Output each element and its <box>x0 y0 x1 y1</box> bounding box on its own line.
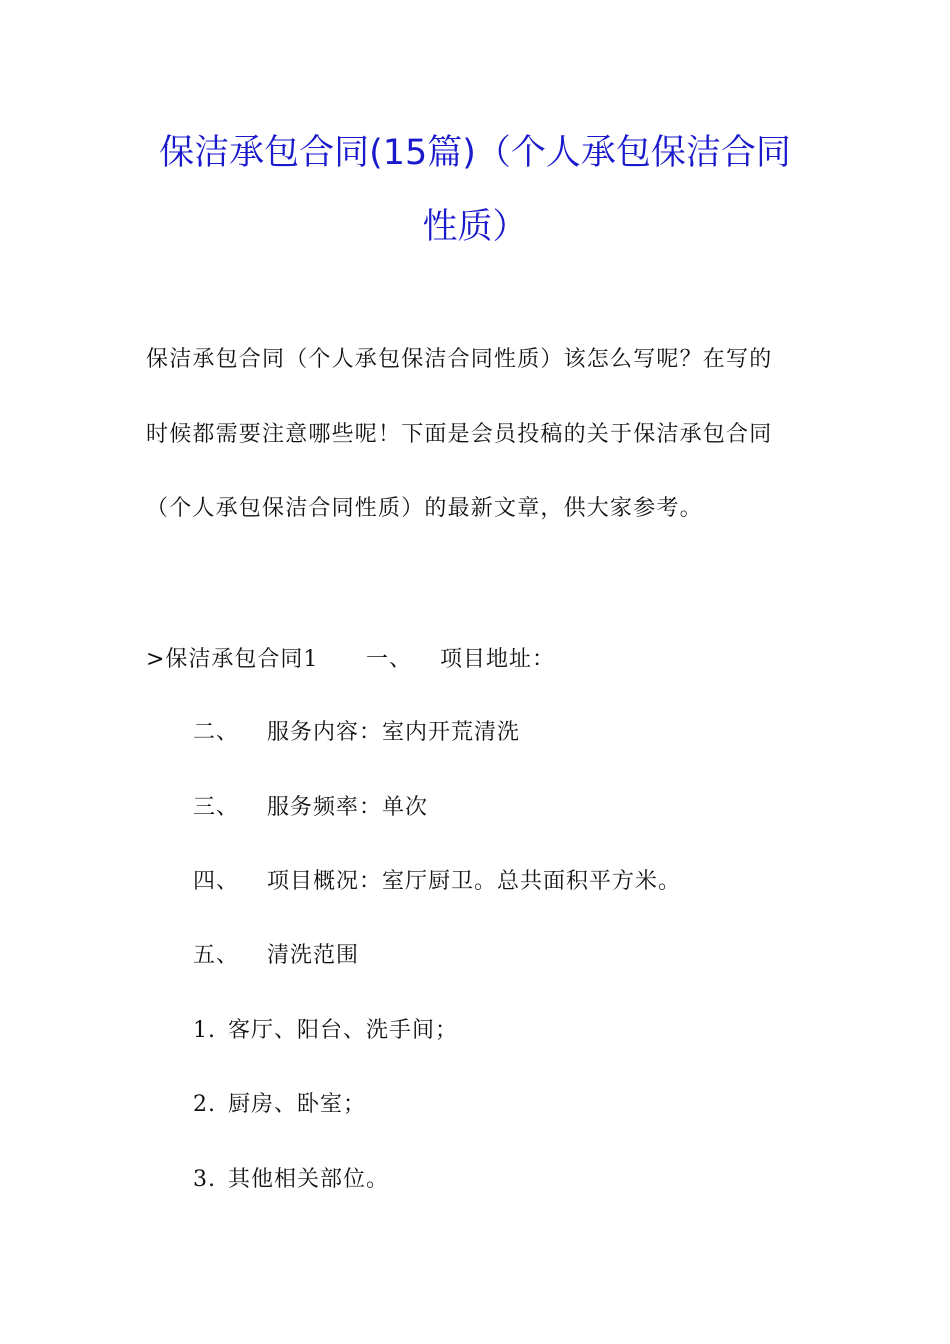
subitem-number: 3. <box>193 1167 216 1192</box>
intro-paragraph-line-3: （个人承包保洁合同性质）的最新文章，供大家参考。 <box>146 496 703 521</box>
contract-item-project-address <box>366 645 555 675</box>
item-number: 四、 <box>193 869 240 894</box>
item-number: 二、 <box>193 720 240 745</box>
subitem-number: 1. <box>193 1018 216 1043</box>
contract-item-cleaning-scope <box>193 941 359 971</box>
item-text: 项目概况：室厅厨卫。总共面积平方米。 <box>267 869 682 894</box>
subitem-text: 其他相关部位。 <box>228 1167 390 1192</box>
scope-subitem-2 <box>193 1090 366 1120</box>
subitem-text: 厨房、卧室； <box>228 1092 367 1117</box>
subitem-text: 客厅、阳台、洗手间； <box>228 1018 459 1043</box>
intro-paragraph-line-2: 时候都需要注意哪些呢！下面是会员投稿的关于保洁承包合同 <box>146 422 773 447</box>
document-title-line-1: 保洁承包合同(15篇)（个人承包保洁合同 <box>159 133 791 173</box>
document-title-line-2: 性质） <box>422 207 528 247</box>
item-number: 五、 <box>193 943 240 968</box>
contract-heading: >保洁承包合同1 <box>146 647 319 672</box>
contract-item-project-overview <box>193 867 681 897</box>
contract-item-service-frequency <box>193 793 428 823</box>
item-number: 一、 <box>366 647 413 672</box>
intro-paragraph-line-1: 保洁承包合同（个人承包保洁合同性质）该怎么写呢？在写的 <box>146 347 773 372</box>
item-text: 清洗范围 <box>267 943 360 968</box>
item-text: 项目地址： <box>440 647 556 672</box>
subitem-number: 2. <box>193 1092 216 1117</box>
contract-item-service-content <box>193 718 520 748</box>
item-text: 服务频率：单次 <box>267 795 429 820</box>
item-text: 服务内容：室内开荒清洗 <box>267 720 521 745</box>
item-number: 三、 <box>193 795 240 820</box>
scope-subitem-3 <box>193 1165 389 1195</box>
scope-subitem-1 <box>193 1016 458 1046</box>
